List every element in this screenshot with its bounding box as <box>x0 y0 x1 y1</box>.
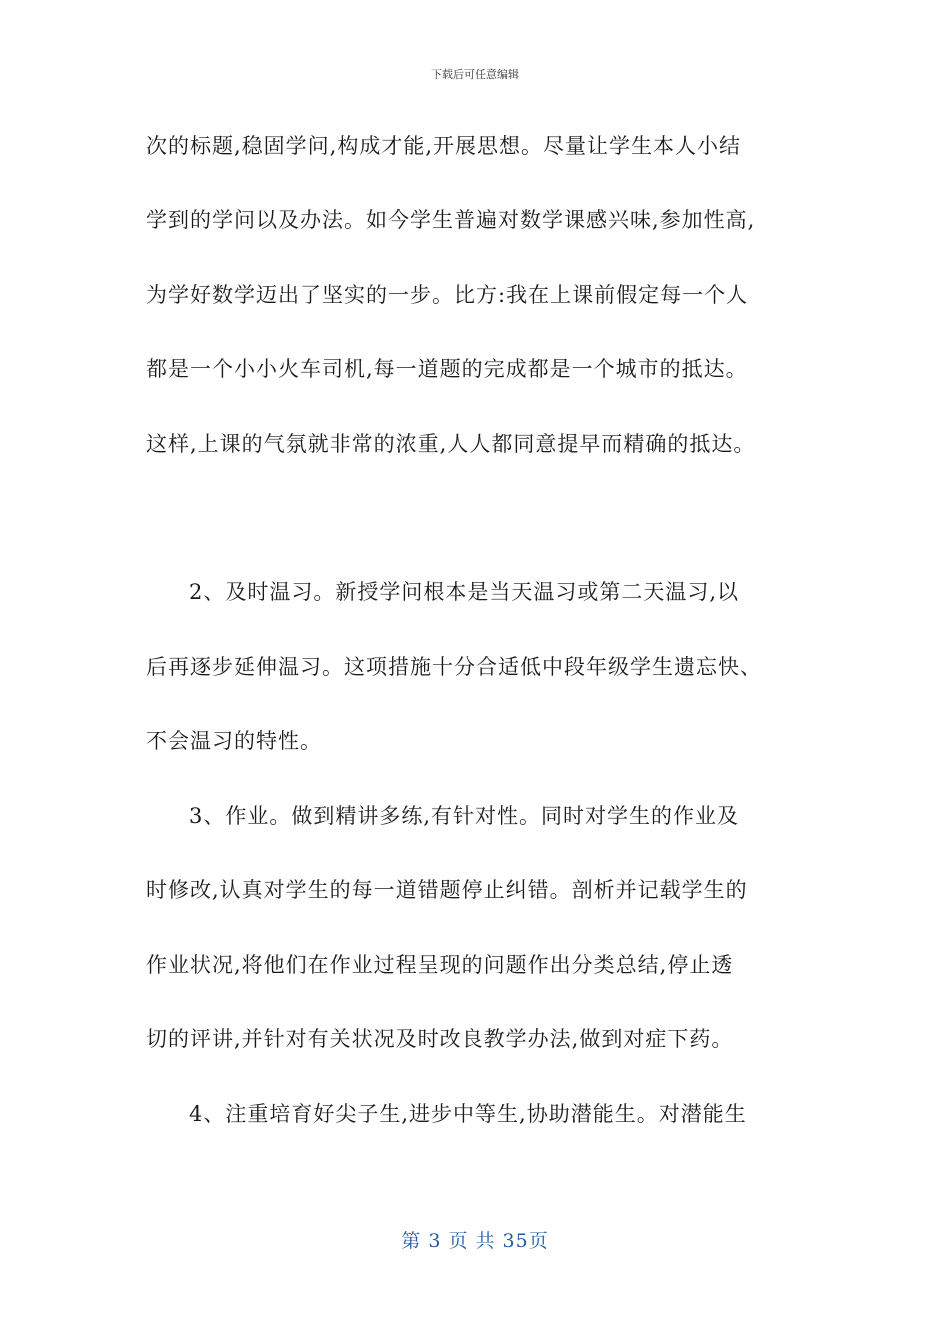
paragraph-start: 2、及时温习。新授学问根本是当天温习或第二天温习,以 <box>189 580 740 604</box>
text-line: 时修改,认真对学生的每一道错题停止纠错。剖析并记载学生的 <box>146 878 748 902</box>
text-line: 不会温习的特性。 <box>146 729 322 753</box>
paragraph-start: 3、作业。做到精讲多练,有针对性。同时对学生的作业及 <box>189 804 740 828</box>
text-line: 这样,上课的气氛就非常的浓重,人人都同意提早而精确的抵达。 <box>146 432 756 456</box>
text-line: 作业状况,将他们在作业过程呈现的问题作出分类总结,停止透 <box>146 953 734 977</box>
text-line: 切的评讲,并针对有关状况及时改良教学办法,做到对症下药。 <box>146 1027 734 1051</box>
page-header: 下载后可任意编辑 <box>431 68 519 81</box>
text-line: 次的标题,稳固学问,构成才能,开展思想。尽量让学生本人小结 <box>146 134 742 158</box>
page-footer: 第 3 页 共 35页 <box>401 1230 549 1252</box>
text-line: 学到的学问以及办法。如今学生普遍对数学课感兴味,参加性高, <box>146 208 756 232</box>
text-line: 为学好数学迈出了坚实的一步。比方:我在上课前假定每一个人 <box>146 283 749 307</box>
paragraph-start: 4、注重培育好尖子生,进步中等生,协助潜能生。对潜能生 <box>189 1102 747 1126</box>
text-line: 都是一个小小火车司机,每一道题的完成都是一个城市的抵达。 <box>146 357 748 381</box>
text-line: 后再逐步延伸温习。这项措施十分合适低中段年级学生遗忘快、 <box>146 655 762 679</box>
